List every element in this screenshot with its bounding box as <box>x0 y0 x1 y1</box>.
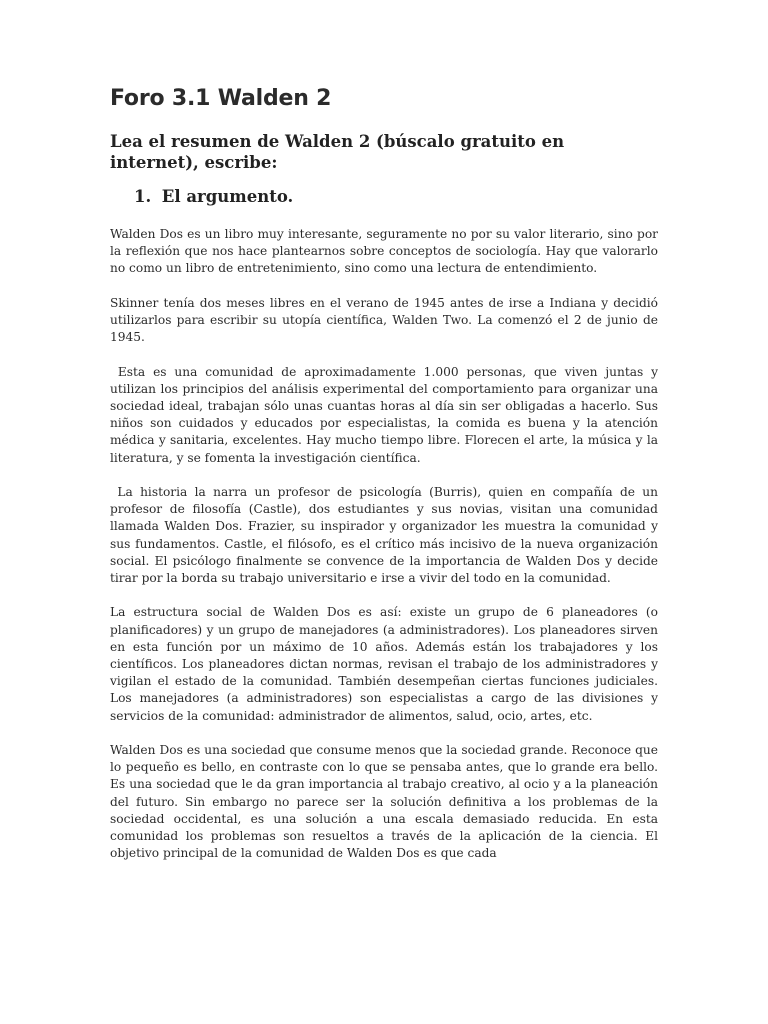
paragraph-3: Esta es una comunidad de aproximadamente 1.000 personas, que viven juntas y utilizan los principios del análisis experimental del comportamiento para organizar una sociedad ideal, trabajan sólo unas cuantas horas al día sin ser obligadas a hacerlo. Sus niños son cuidados y educados por especialistas, la comida es buena y la atención médica y sanitaria, excelentes. Hay mucho tiempo libre. Florecen el arte, la música y la literatura, y se fomenta la investigación científica. <box>110 364 662 465</box>
section-label: El argumento. <box>161 187 294 206</box>
paragraph-6: Walden Dos es una sociedad que consume menos que la sociedad grande. Reconoce que lo pequeño es bello, en contraste con lo que se pensaba antes, que lo grande era bello. Es una sociedad que le da gran importancia al trabajo creativo, al ocio y a la planeación del futuro. Sin embargo no parece ser la solución definitiva a los problemas de la sociedad occidental, es una solución a una escala demasiado reducida. En esta comunidad los problemas son resueltos a través de la aplicación de la ciencia. El objetivo principal de la comunidad de Walden Dos es que cada <box>110 743 662 861</box>
paragraph-2: Skinner tenía dos meses libres en el verano de 1945 antes de irse a Indiana y decidió utilizarlos para escribir su utopía científica, Walden Two. La comenzó el 2 de junio de 1945. <box>110 295 662 345</box>
assignment-instruction: Lea el resumen de Walden 2 (búscalo gratuito en internet), escribe: <box>110 132 565 172</box>
page-title: Foro 3.1 Walden 2 <box>110 86 332 111</box>
paragraph-5: La estructura social de Walden Dos es así: existe un grupo de 6 planeadores (o planificadores) y un grupo de manejadores (a administradores). Los planeadores sirven en esta función por un máximo de 10 años. Además están los trabajadores y los científicos. Los planeadores dictan normas, revisan el trabajo de los administradores y vigilan el estado de la comunidad. También desempeñan ciertas funciones judiciales. Los manejadores (a administradores) son especialistas a cargo de las divisiones y servicios de la comunidad: administrador de alimentos, salud, ocio, artes, etc. <box>110 605 662 723</box>
section-number: 1. <box>134 187 152 206</box>
document-body <box>110 226 662 880</box>
paragraph-4: La historia la narra un profesor de psicología (Burris), quien en compañía de un profesor de filosofía (Castle), dos estudiantes y sus novias, visitan una comunidad llamada Walden Dos. Frazier, su inspirador y organizador les muestra la comunidad y sus fundamentos. Castle, el filósofo, es el crítico más incisivo de la nueva organización social. El psicólogo finalmente se convence de la importancia de Walden Dos y decide tirar por la borda su trabajo universitario e irse a vivir del todo en la comunidad. <box>110 485 662 586</box>
section-heading <box>134 187 293 206</box>
paragraph-1: Walden Dos es un libro muy interesante, seguramente no por su valor literario, sino por la reflexión que nos hace plantearnos sobre conceptos de sociología. Hay que valorarlo no como un libro de entretenimiento, sino como una lectura de entendimiento. <box>110 227 662 276</box>
